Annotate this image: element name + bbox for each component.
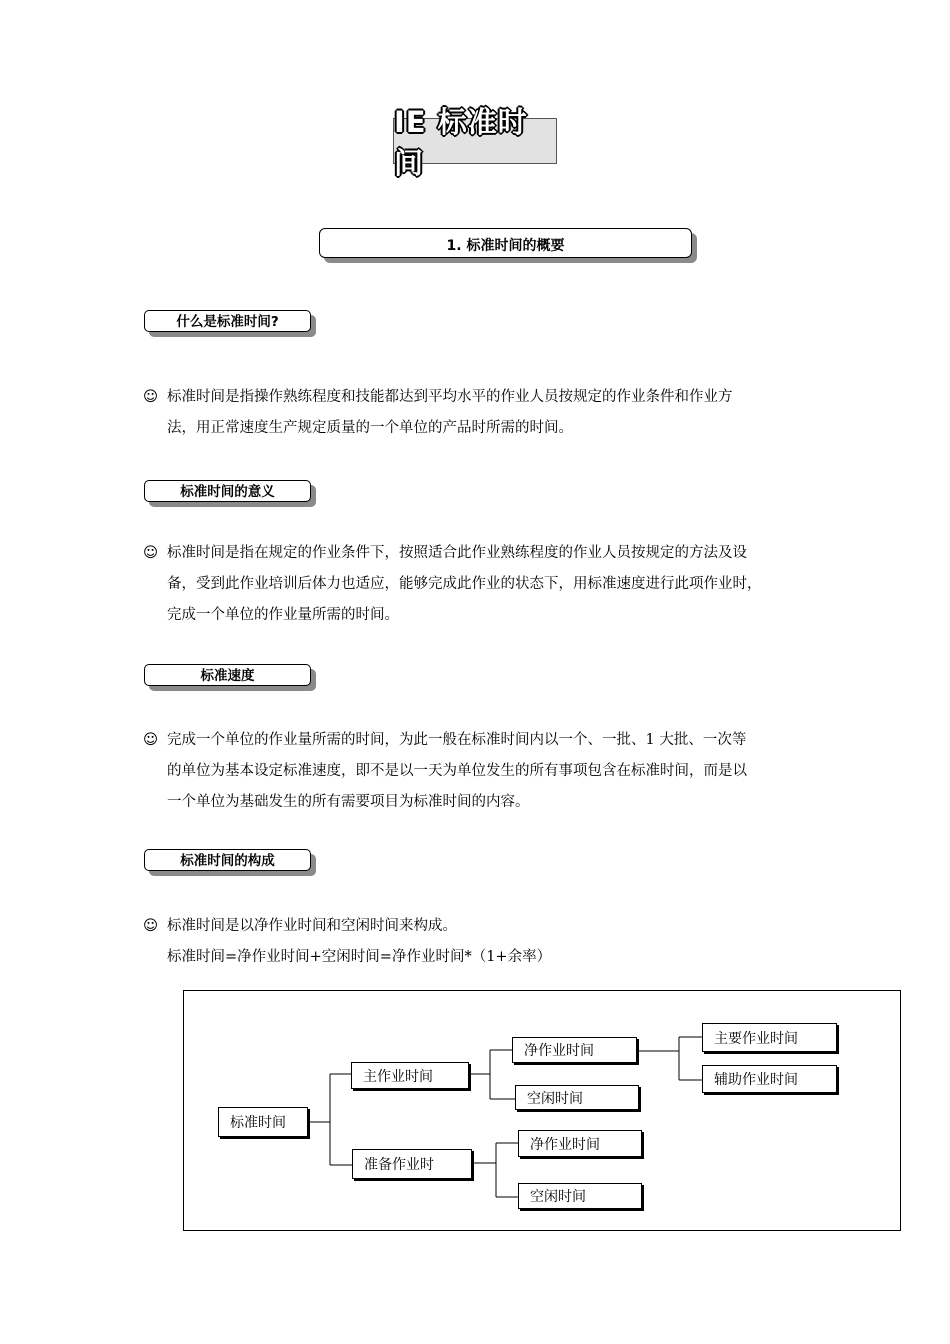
node-main-idle: 空闲时间 xyxy=(515,1085,639,1110)
paragraph-line xyxy=(143,538,823,569)
paragraph-line: 的单位为基本设定标准速度，即不是以一天为单位发生的所有事项包含在标准时间，而是以 xyxy=(167,763,747,779)
standard-time-diagram xyxy=(183,990,901,1231)
line-text: 标准时间是指操作熟练程度和技能都达到平均水平的作业人员按规定的作业条件和作业方 xyxy=(167,389,733,405)
paragraph-line: 完成一个单位的作业量所需的时间。 xyxy=(167,607,399,623)
paragraph-speed xyxy=(143,725,823,818)
tag-what-is-standard-time: 什么是标准时间? xyxy=(144,310,311,332)
node-primary-work: 主要作业时间 xyxy=(702,1023,837,1052)
node-standard-time: 标准时间 xyxy=(218,1107,308,1137)
paragraph-line xyxy=(143,725,823,756)
line-text: 完成一个单位的作业量所需的时间，为此一般在标准时间内以一个、一批、1 大批、一次等 xyxy=(167,732,747,748)
smiley-icon: ☺ xyxy=(143,545,159,561)
node-main-work-time: 主作业时间 xyxy=(351,1062,469,1089)
smiley-icon: ☺ xyxy=(143,732,159,748)
node-prep-idle: 空闲时间 xyxy=(518,1183,642,1209)
paragraph-line xyxy=(143,382,823,413)
paragraph-composition xyxy=(143,911,823,973)
paragraph-line: 备，受到此作业培训后体力也适应，能够完成此作业的状态下，用标准速度进行此项作业时， xyxy=(167,576,762,592)
paragraph-what-is xyxy=(143,382,823,444)
line-text: 标准时间是指在规定的作业条件下，按照适合此作业熟练程度的作业人员按规定的方法及设 xyxy=(167,545,747,561)
paragraph-line: 法，用正常速度生产规定质量的一个单位的产品时所需的时间。 xyxy=(167,420,573,436)
node-prep-net-work: 净作业时间 xyxy=(518,1130,642,1157)
section-heading: 1. 标准时间的概要 xyxy=(319,228,692,258)
node-auxiliary-work: 辅助作业时间 xyxy=(702,1065,837,1093)
formula-line: 标准时间=净作业时间+空闲时间=净作业时间*（1+余率） xyxy=(167,949,552,965)
document-title: IE 标准时间 xyxy=(393,118,557,164)
smiley-icon: ☺ xyxy=(143,389,159,405)
tag-composition: 标准时间的构成 xyxy=(144,849,311,871)
node-main-net-work: 净作业时间 xyxy=(512,1037,637,1063)
tag-standard-speed: 标准速度 xyxy=(144,664,311,686)
paragraph-meaning xyxy=(143,538,823,631)
smiley-icon: ☺ xyxy=(143,918,159,934)
node-prep-work-time: 准备作业时 xyxy=(352,1149,472,1179)
paragraph-line: 一个单位为基础发生的所有需要项目为标准时间的内容。 xyxy=(167,794,530,810)
paragraph-line xyxy=(143,911,823,942)
line-text: 标准时间是以净作业时间和空闲时间来构成。 xyxy=(167,918,457,934)
tag-meaning: 标准时间的意义 xyxy=(144,480,311,502)
